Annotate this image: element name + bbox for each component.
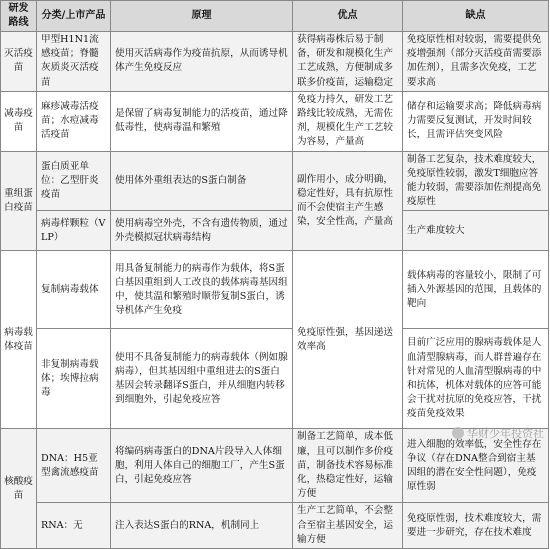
- pros-cell: 获得病毒株后易于制备，研发和规模化生产工艺成熟，方便制成多联多价疫苗，运输稳定: [293, 32, 403, 92]
- principle-cell: 注入表达S蛋白的RNA，机制同上: [111, 503, 293, 549]
- header-cons: 缺点: [403, 1, 549, 32]
- cons-cell: 制备工艺复杂，技术难度较大，免疫原性较弱，激发T细胞应答能力较弱，需要添加佐剂提高免疫原性: [403, 151, 549, 211]
- header-route: 研发路线: [1, 1, 37, 32]
- category-cell: 复制病毒载体: [37, 251, 111, 329]
- cons-cell: 生产难度较大: [403, 211, 549, 251]
- principle-cell: 将编码病毒蛋白的DNA片段导入人体细胞，利用人体自己的细胞工厂，产生S蛋白，引起免疫应答: [111, 429, 293, 503]
- table-row-attenuated: [1, 91, 549, 151]
- wechat-icon: [452, 427, 464, 439]
- cons-cell: 进入细胞的效率低，安全性存在争议（存在DNA整合到宿主基因组的潜在安全性问题），免疫原性弱: [403, 429, 549, 503]
- principle-cell: 使用病毒空外壳，不含有遗传物质，通过外壳模拟冠状病毒结构: [111, 211, 293, 251]
- header-category: 分类/上市产品: [37, 1, 111, 32]
- header-row: [1, 1, 549, 32]
- category-cell: RNA：无: [37, 503, 111, 549]
- principle-cell: 是保留了病毒复制能力的活疫苗，通过降低毒性，使病毒温和繁殖: [111, 91, 293, 151]
- watermark: [452, 425, 544, 441]
- category-cell: 病毒样颗粒（VLP）: [37, 211, 111, 251]
- table-row-subunit: [1, 151, 549, 211]
- table-row-vlp: [1, 211, 549, 251]
- principle-cell: 使用灭活病毒作为疫苗抗原，从而诱导机体产生免疫反应: [111, 32, 293, 92]
- principle-cell: 使用不具备复制能力的病毒载体（例如腺病毒），但其基因组中重组进去的S蛋白基因会转录翻译S蛋白，并从细胞内转移到细胞外，引起免疫应答: [111, 329, 293, 429]
- table-row-inactivated: [1, 32, 549, 92]
- route-cell: 核酸疫苗: [1, 429, 37, 549]
- route-cell: 灭活疫苗: [1, 32, 37, 92]
- route-cell: 减毒疫苗: [1, 91, 37, 151]
- category-cell: 甲型H1N1流感疫苗；脊髓灰质炎灭活疫苗: [37, 32, 111, 92]
- table-row-nonrep-vector: [1, 329, 549, 429]
- route-cell: 病毒载体疫苗: [1, 251, 37, 429]
- category-cell: 蛋白质亚单位：乙型肝炎疫苗: [37, 151, 111, 211]
- category-cell: DNA：H5亚型禽流感疫苗: [37, 429, 111, 503]
- header-principle: 原理: [111, 1, 293, 32]
- category-cell: 非复制病毒载体；埃博拉病毒: [37, 329, 111, 429]
- table-row-viral-vector: [1, 251, 549, 329]
- watermark-text: 华财少年投资社: [467, 427, 544, 440]
- header-pros: 优点: [293, 1, 403, 32]
- pros-cell: 免疫力持久，研发工艺路线比较成熟，无需佐剂，规模化生产工艺较为容易，产量高: [293, 91, 403, 151]
- route-cell: 重组蛋白疫苗: [1, 151, 37, 251]
- table-row-rna: [1, 503, 549, 549]
- pros-cell: 制备工艺简单，成本低廉，且可以制作多价疫苗，制备技术容易标准化，热稳定性好，运输方便: [293, 429, 403, 503]
- cons-cell: 载体病毒的容量较小，限制了可插入外源基因的范围，且载体的靶向: [403, 251, 549, 329]
- pros-cell: 生产工艺简单，不会整合至宿主基因安全，运输方便: [293, 503, 403, 549]
- principle-cell: 用具备复制能力的病毒作为载体，将S蛋白基因重组到人工改良的载体病毒基因组中，使其温和繁殖时顺带复制S蛋白，诱导机体产生免疫: [111, 251, 293, 329]
- principle-cell: 使用体外重组表达的S蛋白制备: [111, 151, 293, 211]
- category-cell: 麻疹减毒活疫苗；水痘减毒活疫苗: [37, 91, 111, 151]
- cons-cell: 目前广泛应用的腺病毒载体是人血清型腺病毒，而人群普遍存在针对常见的人血清型腺病毒的中和抗体，机体对载体的应答可能会干扰对抗原的免疫应答，干扰疫苗免疫效果: [403, 329, 549, 429]
- pros-cell: 免疫原性强，基因递送效率高: [293, 251, 403, 429]
- cons-cell: 免疫原性相对较弱，需要提供免疫增强剂（部分灭活疫苗需要添加佐剂），且需多次免疫，工艺要求高: [403, 32, 549, 92]
- cons-cell: 储存和运输要求高；降低病毒病力需要反复测试，开发时间较长，且需评估突变风险: [403, 91, 549, 151]
- cons-cell: 免疫原性弱，技术难度较大，需要进一步研究，存在技术难度: [403, 503, 549, 549]
- pros-cell: 副作用小，成分明确，稳定性好，具有抗原性而不会使宿主产生感染，安全性高，产量高: [293, 151, 403, 251]
